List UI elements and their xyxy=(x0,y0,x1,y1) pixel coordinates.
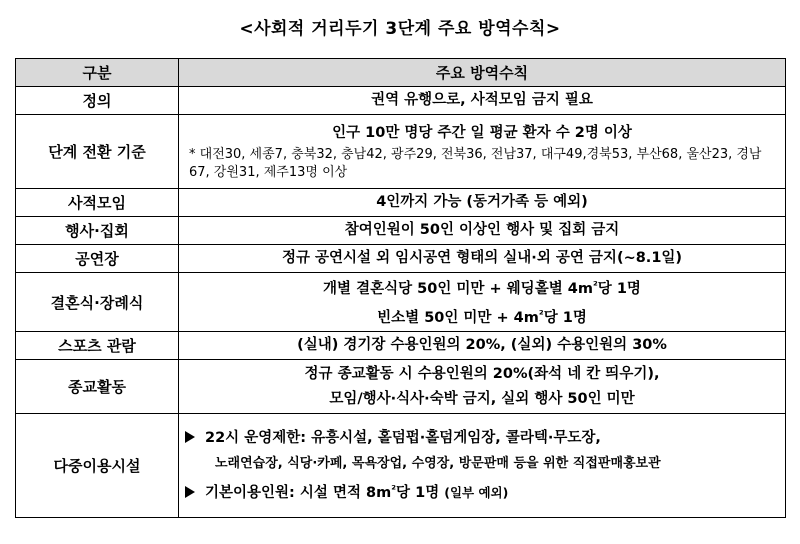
row-category: 단계 전환 기준 xyxy=(16,115,179,189)
exception-note: (일부 예외) xyxy=(444,485,509,500)
bullet-item: 기본이용인원: 시설 면적 $8m^{^2}$당 1명 (일부 예외) xyxy=(185,477,779,506)
content-line: 정규 공연시설 외 임시공연 형태의 실내·외 공연 금지(~8.1일) xyxy=(281,250,683,266)
row-content xyxy=(179,245,786,273)
row-category: 공연장 xyxy=(16,245,179,273)
table-row xyxy=(16,87,786,115)
content-line: 개별 결혼식당 50인 미만 + 웨딩홀별 $4m^{^2}$당 1명 xyxy=(323,279,641,297)
row-category: 행사·집회 xyxy=(16,217,179,245)
row-content xyxy=(179,115,786,189)
table-header-row xyxy=(16,59,786,87)
row-content xyxy=(179,332,786,360)
content-line: 모임/행사·식사·숙박 금지, 실외 행사 50인 미만 xyxy=(329,390,635,407)
table-row xyxy=(16,115,786,189)
content-line: 빈소별 50인 미만 + $4m^{^2}$당 1명 xyxy=(377,308,587,326)
row-content xyxy=(179,189,786,217)
row-content xyxy=(179,273,786,332)
row-content xyxy=(179,217,786,245)
header-content: 주요 방역수칙 xyxy=(179,59,786,87)
row-category: 다중이용시설 xyxy=(16,414,179,518)
triangle-bullet-icon xyxy=(185,486,195,498)
document-title: <사회적 거리두기 3단계 주요 방역수칙> xyxy=(239,19,561,39)
table-row xyxy=(16,245,786,273)
row-category: 정의 xyxy=(16,87,179,115)
bullet-continuation: 노래연습장, 식당·카페, 목욕장업, 수영장, 방문판매 등을 위한 직접판매홍보관 xyxy=(215,456,661,471)
row-category: 스포츠 관람 xyxy=(16,332,179,360)
content-line: (실내) 경기장 수용인원의 20%, (실외) 수용인원의 30% xyxy=(297,337,667,353)
content-line: 4인까지 가능 (동거가족 등 예외) xyxy=(376,194,588,210)
header-category: 구분 xyxy=(16,59,179,87)
row-category: 종교활동 xyxy=(16,360,179,414)
table-row xyxy=(16,360,786,414)
table-row xyxy=(16,273,786,332)
row-category: 결혼식·장례식 xyxy=(16,273,179,332)
table-row xyxy=(16,414,786,518)
row-content xyxy=(179,360,786,414)
content-line: 인구 10만 명당 주간 일 평균 환자 수 2명 이상 xyxy=(332,125,632,141)
row-content xyxy=(179,87,786,115)
table-row xyxy=(16,189,786,217)
measures-table xyxy=(15,58,786,518)
table-row xyxy=(16,217,786,245)
row-category: 사적모임 xyxy=(16,189,179,217)
bullet-item: 22시 운영제한: 유흥시설, 홀덤펍·홀덤게임장, 콜라텍·무도장, xyxy=(185,425,779,451)
content-line: 정규 종교활동 시 수용인원의 20%(좌석 네 칸 띄우기), xyxy=(304,365,660,382)
row-content xyxy=(179,414,786,518)
threshold-note: * 대전30, 세종7, 충북32, 충남42, 광주29, 전북36, 전남37, 대구49,경북53, 부산68, 울산23, 경남67, 강원31, 제주13명 이상 xyxy=(189,147,762,180)
triangle-bullet-icon xyxy=(185,431,195,443)
content-line: 참여인원이 50인 이상인 행사 및 집회 금지 xyxy=(344,222,620,238)
content-line: 권역 유행으로, 사적모임 금지 필요 xyxy=(371,92,593,108)
table-row xyxy=(16,332,786,360)
